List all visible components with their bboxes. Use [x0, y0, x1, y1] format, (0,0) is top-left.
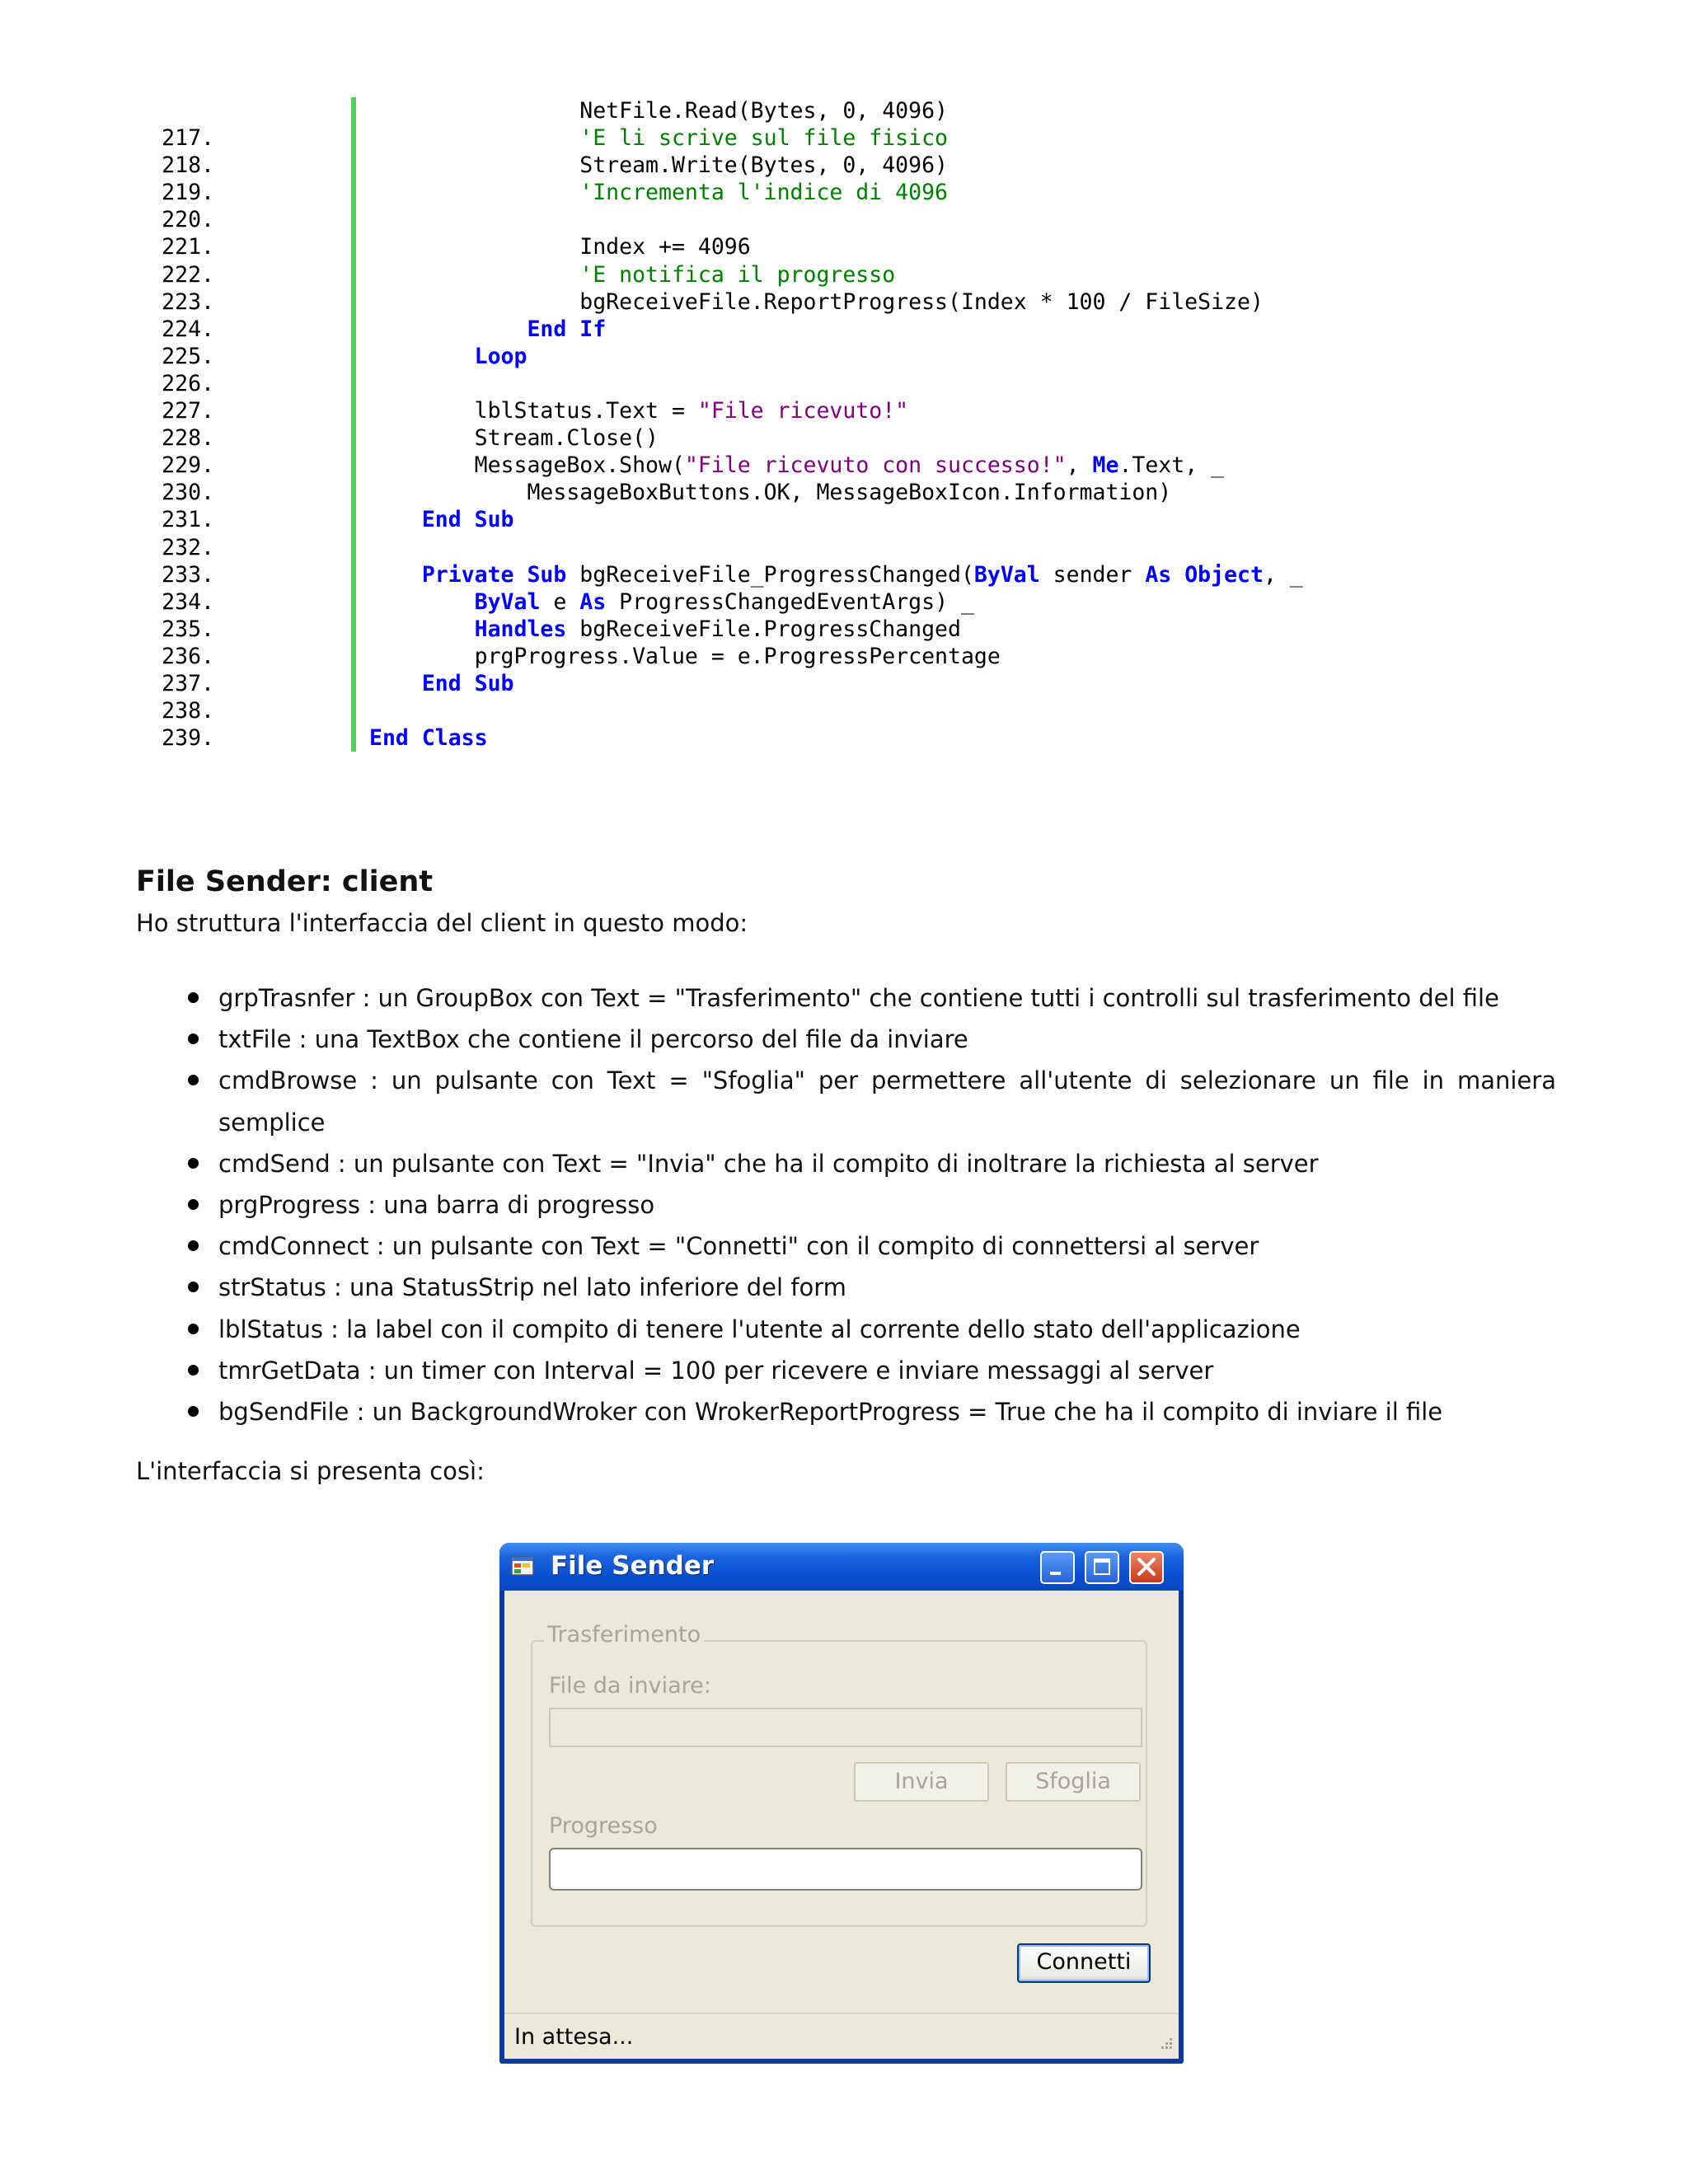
status-strip: [504, 2013, 1179, 2059]
line-number: 236.: [162, 643, 214, 669]
line-number: 226.: [162, 370, 214, 396]
code-text: [369, 724, 488, 752]
line-number: 227.: [162, 398, 214, 424]
code-text: [369, 316, 606, 343]
code-token: Stream.Write(Bytes, 0, 4096): [369, 152, 948, 179]
code-text: [369, 588, 974, 616]
bullet-dot: [188, 1199, 199, 1210]
code-token: [369, 316, 527, 342]
code-keyword: End Class: [369, 725, 488, 752]
code-string: "File ricevuto!": [697, 398, 909, 424]
code-gutter: [351, 643, 356, 670]
code-token: ,: [1066, 452, 1093, 479]
code-keyword: Loop: [474, 343, 528, 369]
code-gutter: [351, 152, 356, 179]
list-item-text: cmdBrowse : un pulsante con Text = "Sfoglia" per permettere all'utente di selezionare un file in maniera semplice: [218, 1066, 1556, 1137]
file-path-input[interactable]: [549, 1708, 1142, 1747]
code-text: [369, 643, 1001, 670]
window-title: File Sender: [551, 1551, 715, 1581]
send-button[interactable]: Invia: [854, 1762, 989, 1802]
code-token: e: [540, 588, 580, 615]
code-token: [369, 344, 475, 369]
bullet-dot: [188, 992, 199, 1003]
code-keyword: ByVal: [474, 588, 541, 615]
line-number: 235.: [162, 616, 214, 642]
line-number: 228.: [162, 425, 214, 452]
code-text: [369, 343, 527, 370]
title-bar[interactable]: [499, 1543, 1184, 1591]
list-item: [188, 1226, 1556, 1267]
code-gutter: [351, 370, 356, 397]
code-token: [369, 589, 475, 615]
code-gutter: [351, 452, 356, 479]
code-token: bgReceiveFile.ProgressChanged: [566, 616, 961, 642]
line-number: 238.: [162, 698, 214, 724]
code-string: "File ricevuto con successo!": [684, 452, 1067, 479]
code-text: [369, 479, 1171, 506]
maximize-button[interactable]: [1085, 1551, 1119, 1584]
code-gutter: [351, 670, 356, 697]
code-token: [369, 671, 422, 696]
code-token: bgReceiveFile.ReportProgress(Index * 100 / FileSize): [369, 288, 1264, 315]
progress-bar: [549, 1848, 1142, 1891]
line-number: 230.: [162, 480, 214, 506]
line-number: 237.: [162, 670, 214, 696]
code-gutter: [351, 561, 356, 588]
maximize-icon: [1086, 1553, 1118, 1582]
bullet-dot: [188, 1324, 199, 1334]
code-text: [369, 179, 948, 206]
status-label: In attesa...: [514, 2024, 634, 2050]
line-number: 223.: [162, 288, 214, 315]
line-number: 239.: [162, 725, 214, 752]
code-gutter: [351, 588, 356, 616]
bullet-dot: [188, 1075, 199, 1085]
line-number: 232.: [162, 534, 214, 560]
bullet-dot: [188, 1406, 199, 1417]
list-item-text: txtFile : una TextBox che contiene il percorso del file da inviare: [218, 1025, 968, 1054]
minimize-icon: [1042, 1553, 1073, 1582]
code-token: prgProgress.Value = e.ProgressPercentage: [369, 643, 1001, 669]
code-text: [369, 288, 1264, 316]
app-icon: [511, 1554, 534, 1577]
code-gutter: [351, 124, 356, 152]
line-number: 217.: [162, 125, 214, 152]
code-gutter: [351, 506, 356, 533]
bullet-dot: [188, 1365, 199, 1376]
code-text: [369, 261, 895, 288]
code-keyword: Handles: [474, 616, 567, 642]
line-number: 229.: [162, 452, 214, 479]
code-gutter: [351, 316, 356, 343]
file-sender-window: [499, 1543, 1184, 2064]
bullet-dot: [188, 1282, 199, 1292]
code-gutter: [351, 97, 356, 124]
code-text: [369, 616, 961, 643]
section-outro: L'interfaccia si presenta così:: [136, 1457, 485, 1485]
code-text: [369, 233, 751, 260]
file-label: File da inviare:: [549, 1673, 711, 1699]
code-keyword: As: [579, 588, 607, 615]
size-grip-icon[interactable]: [1154, 2034, 1174, 2054]
list-item: [188, 1184, 1556, 1226]
control-list: [188, 977, 1556, 1432]
list-item: [188, 1350, 1556, 1391]
code-keyword: End Sub: [421, 507, 514, 533]
list-item-text: tmrGetData : un timer con Interval = 100 per ricevere e inviare messaggi al server: [218, 1356, 1214, 1385]
code-text: [369, 124, 948, 152]
code-token: .Text, _: [1118, 452, 1225, 479]
list-item: [188, 1267, 1556, 1308]
code-token: ProgressChangedEventArgs) _: [606, 588, 974, 615]
code-gutter: [351, 179, 356, 206]
bullet-dot: [188, 1033, 199, 1044]
list-item-text: grpTrasnfer : un GroupBox con Text = "Trasferimento" che contiene tutti i controlli sul trasferimento del file: [218, 984, 1499, 1012]
code-text: [369, 561, 1303, 588]
code-token: bgReceiveFile_ProgressChanged(: [566, 561, 974, 588]
code-keyword: End Sub: [421, 670, 514, 696]
line-number: 221.: [162, 234, 214, 260]
list-item-text: prgProgress : una barra di progresso: [218, 1191, 655, 1220]
list-item: [188, 1143, 1556, 1184]
code-text: [369, 506, 514, 533]
code-gutter: [351, 397, 356, 424]
section-heading: File Sender: client: [136, 865, 434, 898]
line-number: 224.: [162, 316, 214, 342]
code-gutter: [351, 479, 356, 506]
list-item: [188, 1391, 1556, 1432]
bullet-dot: [188, 1158, 199, 1169]
code-gutter: [351, 616, 356, 643]
line-number: 234.: [162, 588, 214, 615]
code-comment: 'Incrementa l'indice di 4096: [369, 180, 948, 206]
list-item-text: lblStatus : la label con il compito di tenere l'utente al corrente dello stato dell'applicazione: [218, 1315, 1301, 1343]
progress-label: Progresso: [549, 1813, 658, 1839]
code-text: [369, 424, 659, 452]
code-token: NetFile.Read(Bytes, 0, 4096): [369, 98, 948, 124]
close-icon: [1131, 1553, 1162, 1582]
code-gutter: [351, 424, 356, 452]
minimize-button[interactable]: [1040, 1551, 1075, 1584]
line-number: 225.: [162, 343, 214, 369]
line-number: 231.: [162, 507, 214, 533]
code-gutter: [351, 261, 356, 288]
line-number: 220.: [162, 207, 214, 233]
list-item-text: cmdConnect : un pulsante con Text = "Connetti" con il compito di connettersi al server: [218, 1232, 1259, 1261]
close-button[interactable]: [1129, 1551, 1164, 1584]
list-item: [188, 1309, 1556, 1350]
section-intro: Ho strutturа l'interfaccia del client in questo modo:: [136, 909, 748, 937]
browse-button[interactable]: Sfoglia: [1006, 1762, 1141, 1802]
code-comment: 'E notifica il progresso: [369, 261, 896, 288]
list-item-text: cmdSend : un pulsante con Text = "Invia" che ha il compito di inoltrare la richiesta al server: [218, 1149, 1319, 1178]
code-gutter: [351, 288, 356, 316]
code-gutter: [351, 534, 356, 561]
code-gutter: [351, 233, 356, 260]
code-keyword: ByVal: [973, 561, 1040, 588]
code-gutter: [351, 206, 356, 233]
code-gutter: [351, 697, 356, 724]
bullet-dot: [188, 1240, 199, 1251]
code-token: Index += 4096: [369, 234, 751, 260]
code-token: Stream.Close(): [369, 425, 659, 452]
groupbox-title: Trasferimento: [544, 1622, 704, 1647]
code-text: [369, 452, 1224, 479]
code-keyword: Private Sub: [421, 561, 567, 588]
code-token: sender: [1039, 561, 1146, 588]
code-token: [369, 616, 475, 642]
code-token: , _: [1263, 561, 1303, 588]
code-token: lblStatus.Text =: [369, 398, 698, 424]
code-token: [369, 562, 422, 588]
code-token: [369, 507, 422, 532]
code-keyword: As Object: [1145, 561, 1264, 588]
list-item-text: strStatus : una StatusStrip nel lato inferiore del form: [218, 1273, 846, 1302]
line-number: 222.: [162, 261, 214, 288]
code-text: [369, 670, 514, 697]
list-item: [188, 977, 1556, 1019]
code-gutter: [351, 724, 356, 752]
connect-button[interactable]: Connetti: [1017, 1943, 1151, 1983]
list-item-text: bgSendFile : un BackgroundWroker con WrokerReportProgress = True che ha il compito di inviare il file: [218, 1398, 1443, 1427]
code-text: [369, 152, 948, 179]
list-item: [188, 1019, 1556, 1060]
line-number: 218.: [162, 152, 214, 179]
code-keyword: Me: [1092, 452, 1119, 479]
list-item: [188, 1060, 1556, 1142]
code-token: MessageBox.Show(: [369, 452, 685, 479]
code-text: [369, 397, 908, 424]
line-number: 233.: [162, 561, 214, 588]
code-comment: 'E li scrive sul file fisico: [369, 125, 948, 152]
code-token: MessageBoxButtons.OK, MessageBoxIcon.Information): [369, 480, 1172, 506]
code-keyword: End If: [527, 316, 607, 342]
line-number: 219.: [162, 180, 214, 206]
code-gutter: [351, 343, 356, 370]
code-text: [369, 97, 948, 124]
